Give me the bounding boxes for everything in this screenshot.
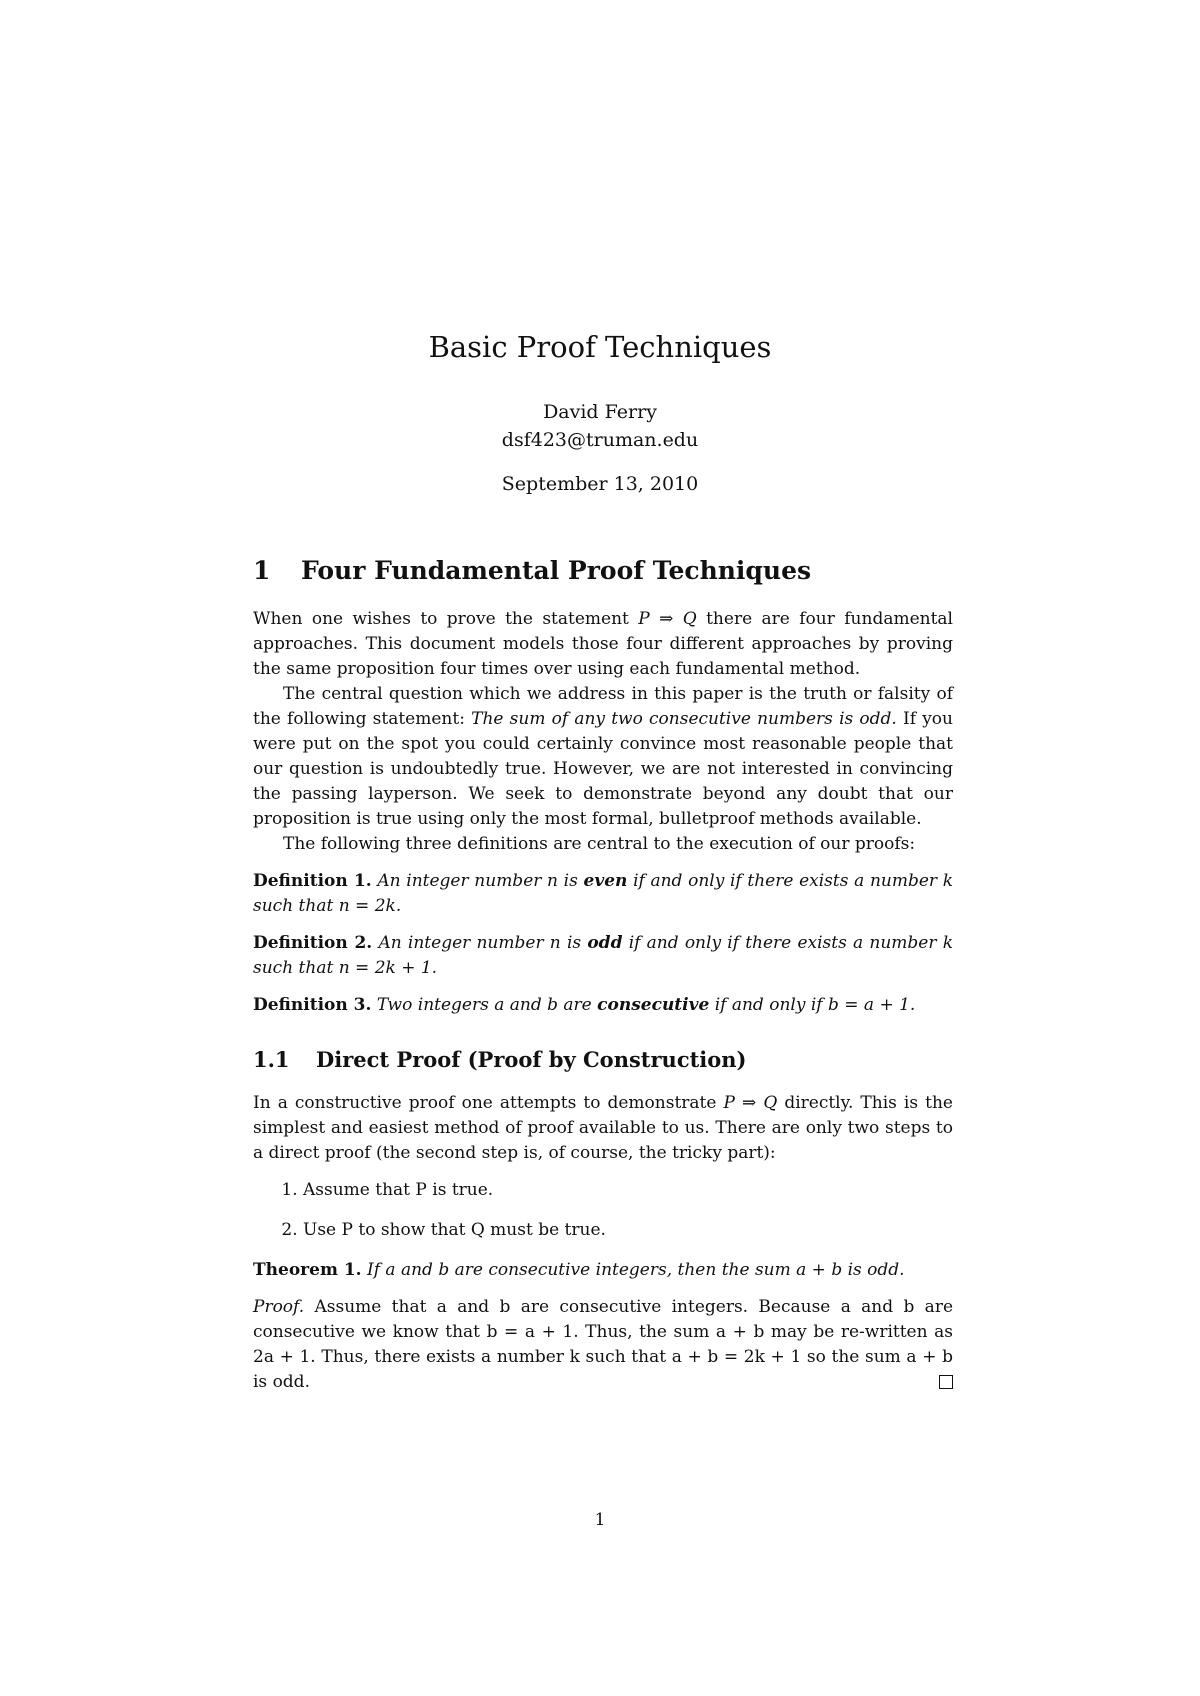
document-title: Basic Proof Techniques (428, 330, 772, 364)
text-run: The central question which we address in this paper is the truth or falsity of the following statement: (253, 684, 953, 729)
definition-label: Definition 3. (253, 995, 372, 1015)
definition-label: Definition 1. (253, 871, 372, 891)
math-implication: P ⇒ Q (723, 1093, 778, 1113)
central-statement: The sum of any two consecutive numbers is odd. (471, 709, 897, 729)
text-run: When one wishes to prove the statement (253, 609, 639, 629)
author-email: dsf423@truman.edu (501, 429, 699, 451)
document-date: September 13, 2010 (501, 473, 699, 495)
text-run: An integer number n is (378, 933, 588, 953)
direct-proof-paragraph (253, 1091, 953, 1166)
intro-paragraph (253, 607, 953, 682)
section-1-body (253, 607, 953, 1018)
text-run: if and only if there exists a number k such that n = 2k. (253, 871, 954, 916)
section-1-1-number: 1.1 (253, 1047, 290, 1072)
author-block (0, 398, 1200, 454)
proof-text: Assume that a and b are consecutive integers. Because a and b are consecutive we know that b = a + 1. Thus, the sum a + b may be re-written as 2a + 1. Thus, there exists a number k such that a + b = 2k + 1 so the sum a + b is odd. (253, 1297, 954, 1392)
text-run: directly. This is the simplest and easiest method of proof available to us. There are only two steps to a direct proof (the second step is, of course, the tricky part): (253, 1093, 953, 1163)
author-name: David Ferry (543, 401, 657, 423)
text-run: An integer number n is (377, 871, 584, 891)
section-1-heading (253, 556, 811, 585)
definition-3 (253, 993, 953, 1018)
text-run: In a constructive proof one attempts to demonstrate (253, 1093, 724, 1113)
text-run: If you were put on the spot you could certainly convince most reasonable people that our question is undoubtedly true. However, we are not interested in convincing the passing layperson. We seek to demonstrate beyond any doubt that our proposition is true using only the most formal, bulletproof methods available. (253, 709, 953, 829)
text-run: there are four fundamental approaches. This document models those four different approaches by proving the same proposition four times over using each fundamental method. (253, 609, 953, 679)
section-1-1-body (253, 1091, 953, 1395)
section-1-number: 1 (253, 556, 271, 585)
text-run: Two integers a and b are (376, 995, 598, 1015)
theorem-1 (253, 1258, 953, 1283)
theorem-statement: If a and b are consecutive integers, then the sum a + b is odd. (367, 1260, 905, 1280)
defined-term: even (583, 871, 628, 891)
defined-term: odd (587, 933, 623, 953)
proof-block (253, 1295, 953, 1395)
proof-steps-list (253, 1178, 953, 1243)
list-item: 2. Use P to show that Q must be true. (303, 1218, 953, 1243)
proof-label: Proof. (253, 1297, 305, 1317)
list-item: 1. Assume that P is true. (303, 1178, 953, 1203)
section-1-1-heading (253, 1047, 747, 1072)
definition-2 (253, 931, 953, 981)
qed-square-icon (939, 1375, 953, 1389)
theorem-label: Theorem 1. (253, 1260, 362, 1280)
text-run: if and only if b = a + 1. (709, 995, 916, 1015)
definition-label: Definition 2. (253, 933, 373, 953)
section-1-1-title: Direct Proof (Proof by Construction) (316, 1047, 747, 1072)
definitions-intro: The following three definitions are central to the execution of our proofs: (283, 834, 916, 854)
page-number: 1 (594, 1510, 606, 1530)
section-1-title: Four Fundamental Proof Techniques (301, 556, 812, 585)
text-run: if and only if there exists a number k such that n = 2k + 1. (253, 933, 954, 978)
definition-1 (253, 869, 953, 919)
defined-term: consecutive (597, 995, 710, 1015)
question-paragraph (253, 682, 953, 832)
math-implication: P ⇒ Q (638, 609, 697, 629)
